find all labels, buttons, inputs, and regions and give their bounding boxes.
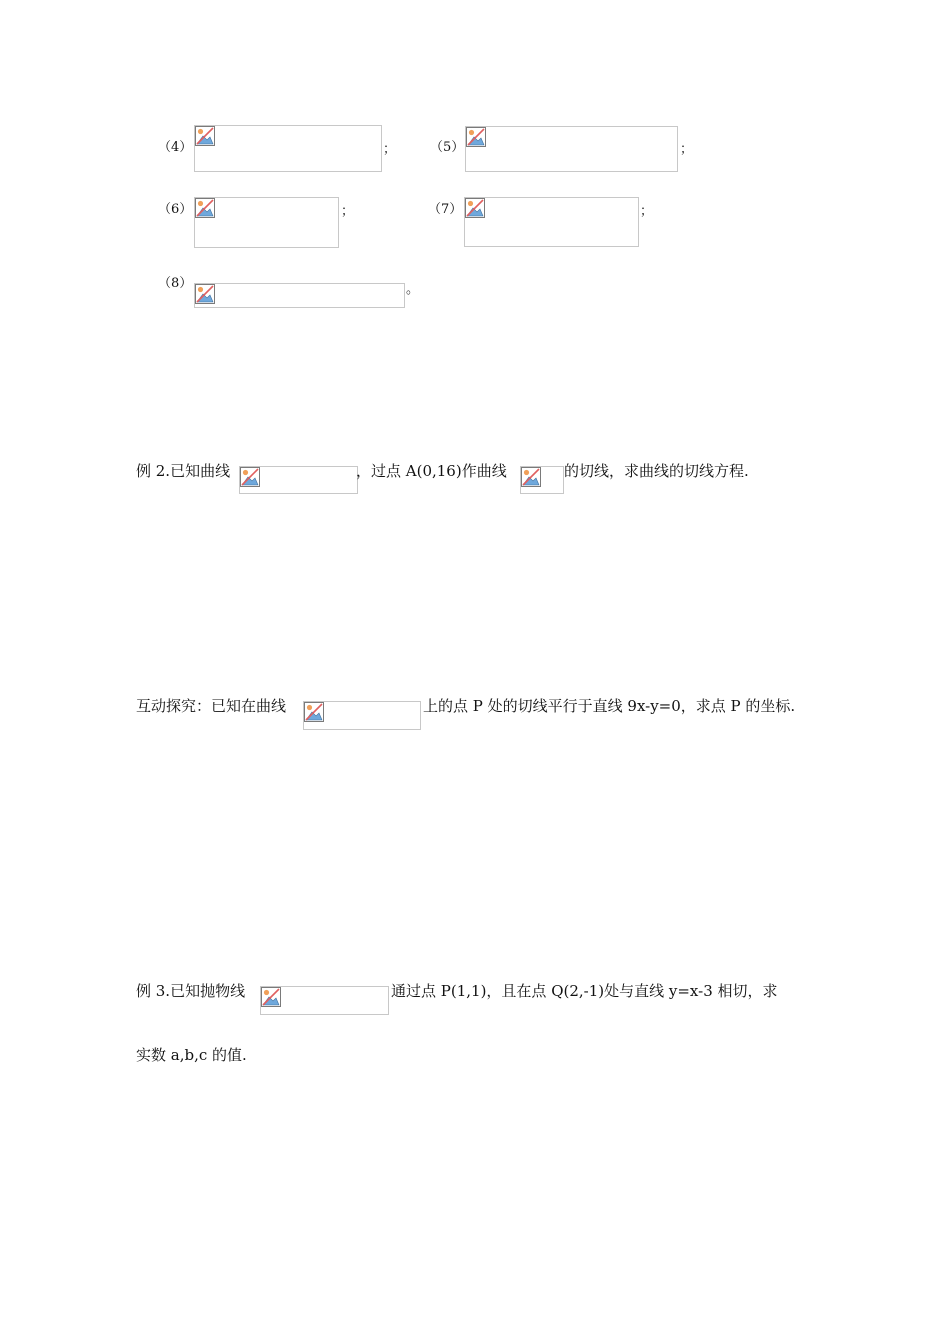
broken-image-icon [261,987,281,1007]
formula-image-8 [194,283,405,308]
example2-curve-formula-2 [520,466,564,494]
item-7-suffix: ； [640,204,654,219]
broken-image-icon [195,284,215,304]
broken-image-icon [304,702,324,722]
broken-image-icon [195,126,215,146]
broken-image-icon [240,467,260,487]
item-5-suffix: ； [680,142,694,157]
broken-image-icon [465,198,485,218]
interactive-suffix: 上的点 P 处的切线平行于直线 9x-y=0，求点 P 的坐标. [423,697,796,715]
interactive-curve-formula [303,701,421,730]
example3-line2: 实数 a,b,c 的值. [136,1046,247,1064]
item-6-suffix: ； [341,204,355,219]
broken-image-icon [466,127,486,147]
broken-image-icon [195,198,215,218]
example2-middle: ，过点 A(0,16)作曲线 [356,462,507,480]
item-7-label: （7） [428,202,463,217]
formula-image-7 [464,197,639,247]
example2-curve-formula [239,466,358,494]
item-8-label: （8） [158,276,193,291]
item-4-label: （4） [158,140,193,155]
formula-image-5 [465,126,678,172]
example2-suffix: 的切线，求曲线的切线方程. [564,462,749,480]
formula-image-6 [194,197,339,248]
formula-image-4 [194,125,382,172]
example3-prefix: 例 3.已知抛物线 [136,982,246,1000]
interactive-prefix: 互动探究：已知在曲线 [136,697,287,715]
item-6-label: （6） [158,202,193,217]
example2-prefix: 例 2.已知曲线 [136,462,231,480]
item-5-label: （5） [430,140,465,155]
example3-suffix: 通过点 P(1,1)，且在点 Q(2,-1)处与直线 y=x-3 相切，求 [391,982,778,1000]
broken-image-icon [521,467,541,487]
item-4-suffix: ； [383,142,397,157]
example3-parabola-formula [260,986,389,1015]
item-8-suffix: 。 [406,282,420,297]
